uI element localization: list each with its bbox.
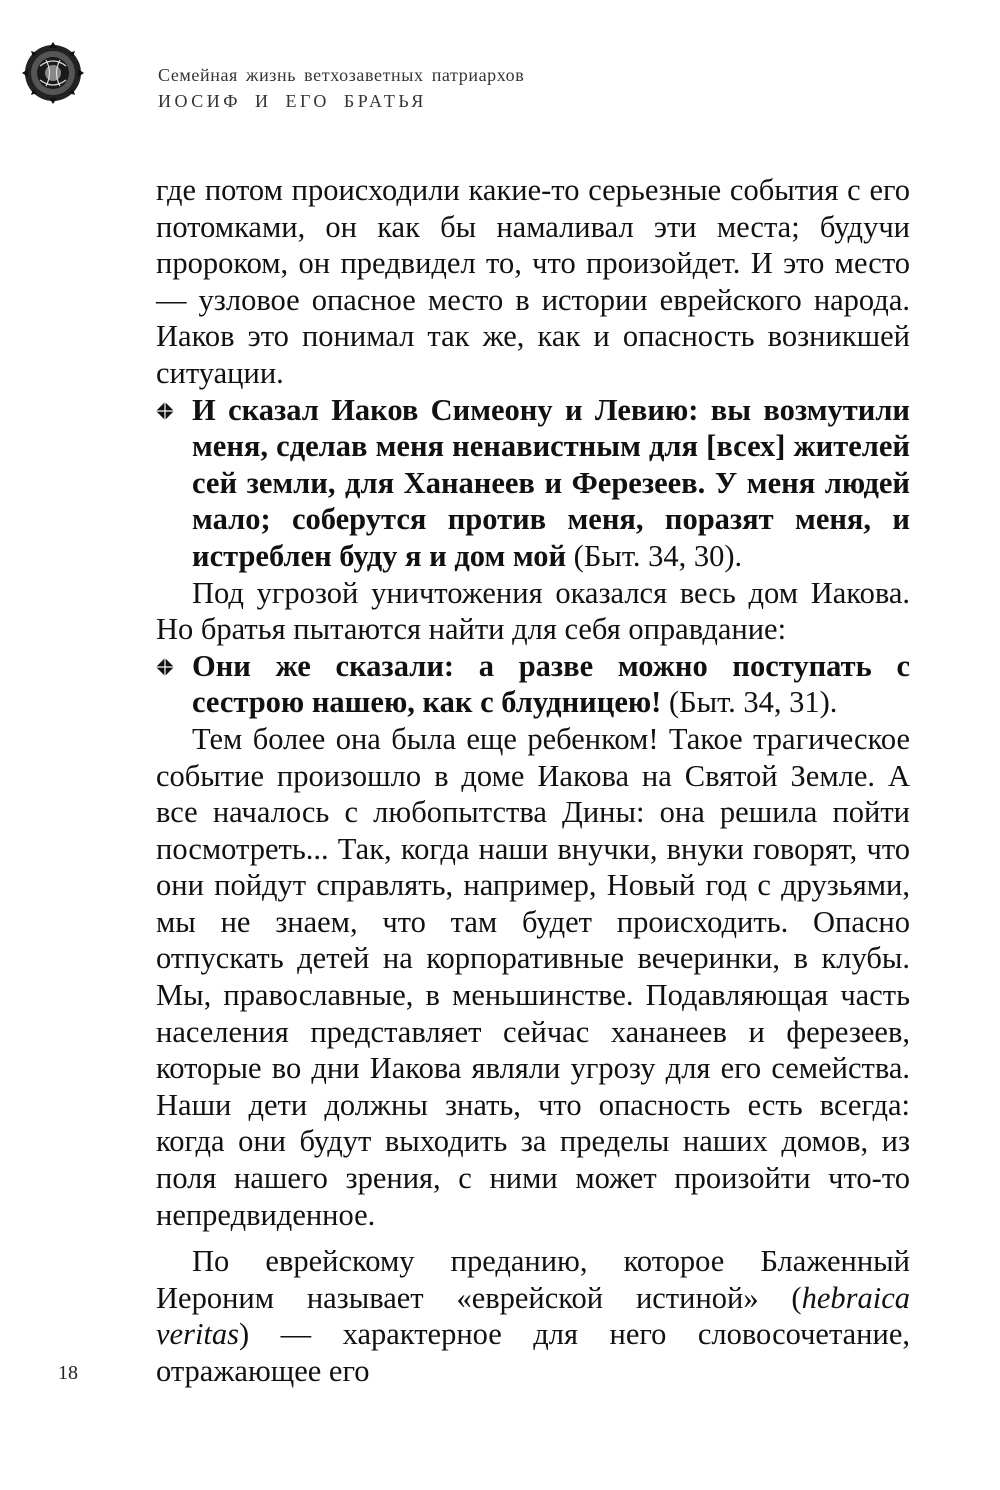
diamond-bullet-icon [156,658,174,676]
diamond-bullet-icon [156,402,174,420]
running-head [158,62,524,114]
paragraph-2: Под угрозой уничтожения оказался весь дом Иакова. Но братья пытаются найти для себя оправдание: [156,575,910,647]
paragraph-3: Тем более она была еще ребенком! Такое трагическое событие произошло в доме Иакова на Святой Земле. А все началось с любопытства Дины: она решила пойти посмотреть... Так, когда наши внучки, внуки говорят, что они пойдут справлять, например, Новый год с друзьями, мы не знаем, что там будет происходить. Опасно отпускать детей на корпоративные вечеринки, в клубы. Мы, православные, в меньшинстве. Подавляющая часть населения представляет сейчас хананеев и ферезеев, которые во дни Иакова являли угрозу для его семейства. Наши дети должны знать, что опасность есть всегда: когда они будут выходить за пределы наших домов, из поля нашего зрения, с ними может произойти что-то непредвиденное. [156,721,910,1232]
ornamental-emblem-icon [22,42,84,104]
paragraph-4-end: ) — характерное для него словосочетание, отражающее его [156,1317,910,1388]
scripture-quote-2 [156,648,910,721]
paragraph-1: где потом происходили какие-то серьезные события с его потомками, он как бы намаливал эти места; будучи пророком, он предвидел то, что произойдет. И это место — узловое опасное место в истории еврейского народа. Иаков это понимал так же, как и опасность возникшей ситуации. [156,173,910,390]
quote-2-reference: (Быт. 34, 31). [661,685,838,720]
page-number: 18 [58,1362,78,1384]
paragraph-4-latin-term: hebraica veritas [156,1280,910,1352]
paragraph-4 [156,1243,910,1389]
paragraph-4-start: По еврейскому преданию, которое Блаженный Иероним называет «еврейской истиной» ( [156,1244,910,1315]
scripture-quote-1 [156,392,910,575]
quote-1-text: И сказал Иаков Симеону и Левию: вы возмутили меня, сделав меня ненавистным для [всех] жителей сей земли, для Хананеев и Ферезеев. У меня людей мало; соберутся против меня, поразят меня, и истреблен буду я и дом мой [192,392,910,573]
quote-2-text: Они же сказали: а разве можно поступать с сестрою нашею, как с блудницею! [192,648,910,720]
running-head-subtitle: Семейная жизнь ветхозаветных патриархов [158,65,525,85]
running-head-title: ИОСИФ И ЕГО БРАТЬЯ [158,91,427,111]
page-body [156,172,910,1390]
quote-1-reference: (Быт. 34, 30). [566,538,743,573]
